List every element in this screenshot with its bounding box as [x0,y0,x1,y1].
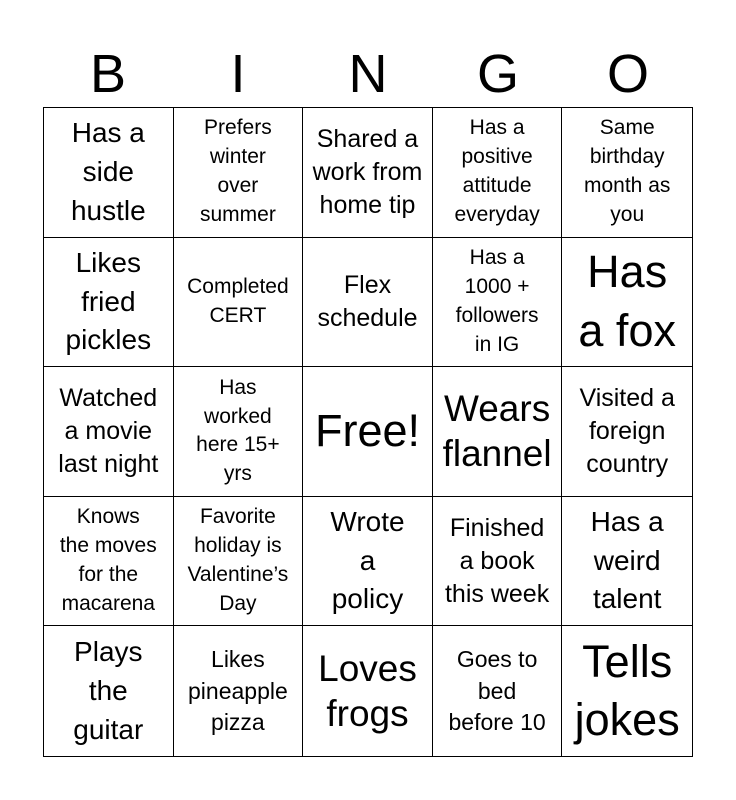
bingo-cell-b5[interactable] [44,626,174,756]
bingo-cell-b4[interactable] [44,497,174,627]
bingo-cell-b1[interactable] [44,108,174,238]
bingo-cell-text: Knows the moves for the macarena [59,505,157,616]
bingo-cell-g2[interactable] [433,238,563,368]
header-letter-b: B [89,44,127,104]
bingo-cell-text: Has a weird talent [590,506,664,615]
header-letter-i: I [230,44,246,104]
bingo-cell-text: Likes fried pickles [65,246,152,356]
bingo-cell-text: Flex schedule [317,270,418,332]
bingo-cell-i2[interactable] [174,238,304,368]
bingo-cell-text: Completed CERT [187,274,289,327]
bingo-cell-g4[interactable] [433,497,563,627]
bingo-cell-b2[interactable] [44,238,174,368]
bingo-cell-text: Tells jokes [574,635,680,746]
bingo-cell-o2[interactable] [562,238,692,368]
bingo-cell-text: Plays the guitar [73,636,144,745]
bingo-cell-text: Has a fox [578,246,676,356]
bingo-cell-text: Same birthday month as you [584,116,671,227]
bingo-cell-i5[interactable] [174,626,304,756]
bingo-cell-text: Shared a work from home tip [312,124,423,219]
bingo-cell-n5[interactable] [303,626,433,756]
bingo-cell-g1[interactable] [433,108,563,238]
bingo-header [43,40,693,108]
bingo-cell-n3[interactable] [303,367,433,497]
bingo-cell-text: Prefers winter over summer [199,116,276,227]
bingo-cell-b3[interactable] [44,367,174,497]
bingo-cell-i1[interactable] [174,108,304,238]
bingo-cell-i4[interactable] [174,497,304,627]
bingo-cell-o4[interactable] [562,497,692,627]
bingo-cell-o5[interactable] [562,626,692,756]
header-letter-o: O [606,44,649,104]
bingo-cell-text: Loves frogs [318,648,417,735]
bingo-cell-text: Has a 1000 + followers in IG [455,245,539,356]
bingo-cell-o1[interactable] [562,108,692,238]
bingo-cell-text: Wrote a policy [330,506,405,615]
bingo-cell-text: Goes to bed before 10 [448,646,546,735]
bingo-cell-i3[interactable] [174,367,304,497]
bingo-cell-text: Visited a foreign country [579,383,675,478]
bingo-cell-n2[interactable] [303,238,433,368]
bingo-cell-o3[interactable] [562,367,692,497]
header-letter-g: G [476,44,519,104]
header-letter-n: N [348,44,388,104]
bingo-board [43,107,693,757]
bingo-cell-n1[interactable] [303,108,433,238]
bingo-cell-text: Watched a movie last night [58,383,159,478]
bingo-cell-text: Wears flannel [442,388,552,475]
bingo-cell-text: Favorite holiday is Valentine’s Day [187,505,289,616]
bingo-cell-g3[interactable] [433,367,563,497]
bingo-cell-text: Finished a book this week [444,513,550,608]
bingo-cell-text: Has worked here 15+ yrs [196,375,280,486]
bingo-cell-text: Likes pineapple pizza [188,646,288,735]
bingo-cell-g5[interactable] [433,626,563,756]
bingo-cell-n4[interactable] [303,497,433,627]
bingo-cell-text: Has a positive attitude everyday [454,116,540,227]
bingo-cell-text: Has a side hustle [70,117,146,226]
bingo-cell-text: Free! [314,405,420,457]
